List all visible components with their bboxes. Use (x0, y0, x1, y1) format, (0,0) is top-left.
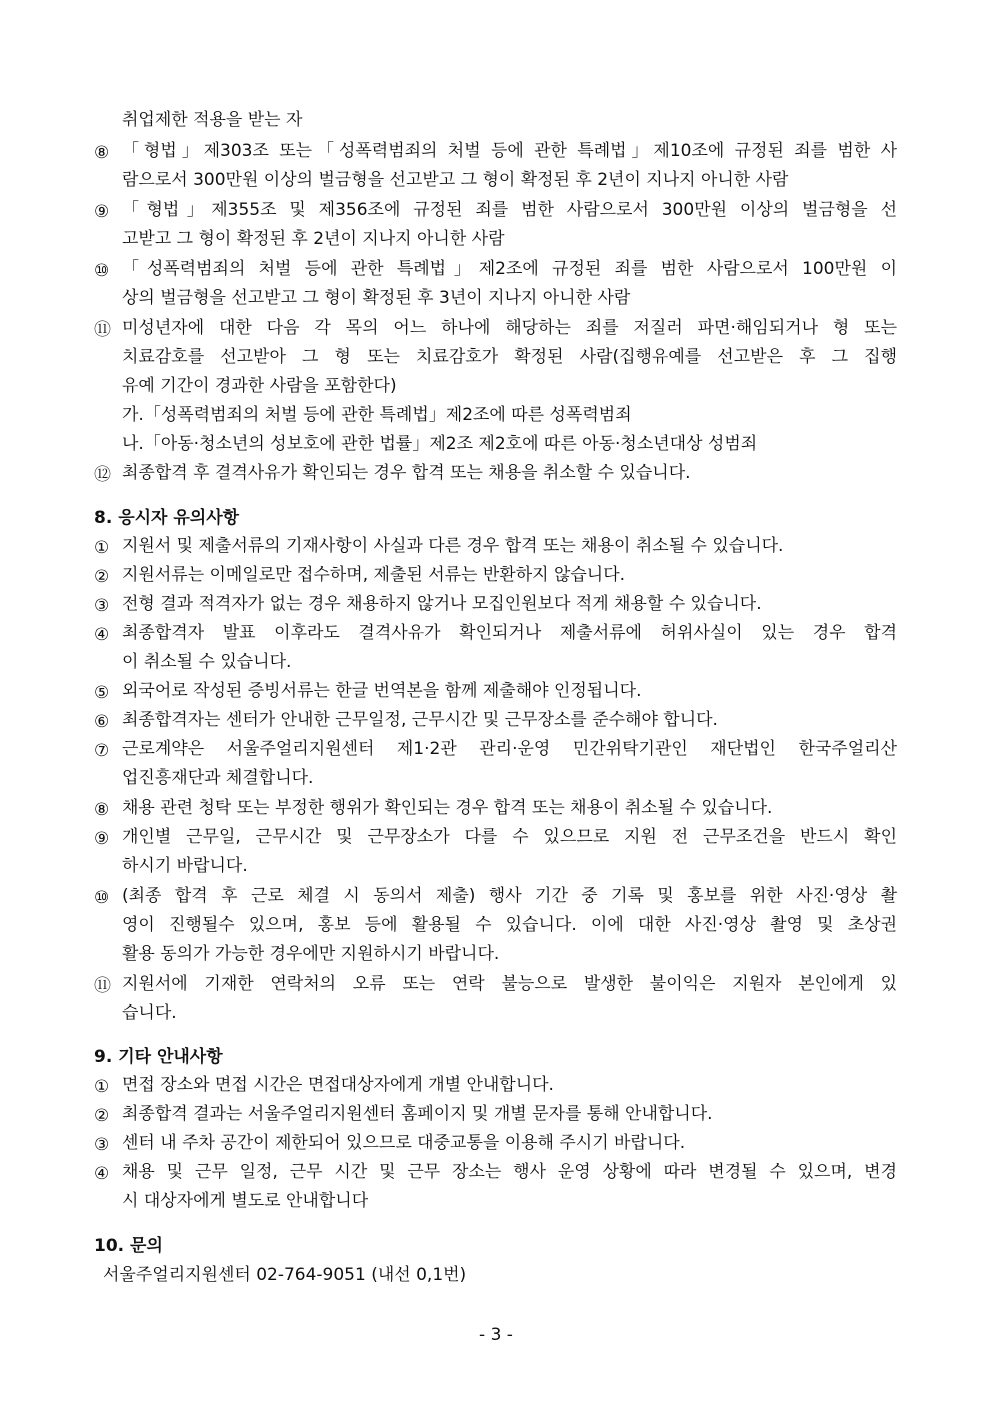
item-line: 센터 내 주차 공간이 제한되어 있으므로 대중교통을 이용해 주시기 바랍니다. (122, 1133, 686, 1153)
item-number: ⑧ (94, 143, 110, 163)
item-line: 채용 및 근무 일정, 근무 시간 및 근무 장소는 행사 운영 상황에 따라 변경될 수 있으며, 변경 (122, 1162, 897, 1182)
item-line: 시 대상자에게 별도로 안내합니다 (122, 1191, 369, 1211)
item-number: ⑪ (94, 320, 111, 340)
sub-item-na: 나.「아동·청소년의 성보호에 관한 법률」제2조 제2호에 따른 아동·청소년대상 성범죄 (122, 434, 758, 454)
item-line: (최종 합격 후 근로 체결 시 동의서 제출) 행사 기간 중 기록 및 홍보를 위한 사진·영상 촬 (122, 886, 897, 906)
item-line: 하시기 바랍니다. (122, 856, 248, 876)
item-line: 최종합격 후 결격사유가 확인되는 경우 합격 또는 채용을 취소할 수 있습니다. (122, 463, 691, 483)
item-number: ③ (94, 1135, 110, 1155)
item-line: 전형 결과 적격자가 없는 경우 채용하지 않거나 모집인원보다 적게 채용할 수 있습니다. (122, 594, 762, 614)
item-line: 지원서 및 제출서류의 기재사항이 사실과 다른 경우 합격 또는 채용이 취소될 수 있습니다. (122, 536, 784, 556)
item-line: 채용 관련 청탁 또는 부정한 행위가 확인되는 경우 합격 또는 채용이 취소될 수 있습니다. (122, 798, 773, 818)
item-number: ② (94, 567, 110, 587)
item-line: 활용 동의가 가능한 경우에만 지원하시기 바랍니다. (122, 944, 500, 964)
item-number: ⑪ (94, 976, 111, 996)
sub-item-ga: 가.「성폭력범죄의 처벌 등에 관한 특례법」제2조에 따른 성폭력범죄 (122, 405, 632, 425)
item-number: ⑫ (94, 465, 111, 485)
item-line: 업진흥재단과 체결합니다. (122, 768, 314, 788)
item-line: 유예 기간이 경과한 사람을 포함한다) (122, 376, 397, 396)
item-number: ④ (94, 1164, 110, 1184)
item-line: 「성폭력범죄의 처벌 등에 관한 특례법」제2조에 규정된 죄를 범한 사람으로서 100만원 이 (122, 259, 897, 279)
item-line: 치료감호를 선고받아 그 형 또는 치료감호가 확정된 사람(집행유예를 선고받은 후 그 집행 (122, 347, 897, 367)
item-number: ⑧ (94, 800, 110, 820)
item-line: 상의 벌금형을 선고받고 그 형이 확정된 후 3년이 지나지 아니한 사람 (122, 288, 631, 308)
item-line: 미성년자에 대한 다음 각 목의 어느 하나에 해당하는 죄를 저질러 파면·해임되거나 형 또는 (122, 318, 897, 338)
item-line: 지원서에 기재한 연락처의 오류 또는 연락 불능으로 발생한 불이익은 지원자 본인에게 있 (122, 974, 897, 994)
item-number: ⑤ (94, 683, 110, 703)
item-line: 지원서류는 이메일로만 접수하며, 제출된 서류는 반환하지 않습니다. (122, 565, 626, 585)
item-number: ⑨ (94, 202, 110, 222)
item-line: 최종합격자는 센터가 안내한 근무일정, 근무시간 및 근무장소를 준수해야 합니다. (122, 710, 718, 730)
continuation-text: 취업제한 적용을 받는 자 (122, 110, 303, 130)
section-8-heading: 8. 응시자 유의사항 (94, 508, 240, 528)
item-line: 고받고 그 형이 확정된 후 2년이 지나지 아니한 사람 (122, 229, 505, 249)
item-line: 면접 장소와 면접 시간은 면접대상자에게 개별 안내합니다. (122, 1075, 554, 1095)
section-10-heading: 10. 문의 (94, 1236, 163, 1256)
item-number: ⑩ (94, 888, 110, 908)
contact-info: 서울주얼리지원센터 02-764-9051 (내선 0,1번) (103, 1265, 467, 1285)
item-number: ① (94, 1077, 110, 1097)
item-line: 최종합격자 발표 이후라도 결격사유가 확인되거나 제출서류에 허위사실이 있는 경우 합격 (122, 623, 897, 643)
item-line: 「형법」제303조 또는「성폭력범죄의 처벌 등에 관한 특례법」제10조에 규정된 죄를 범한 사 (122, 141, 897, 161)
item-line: 습니다. (122, 1003, 177, 1023)
item-line: 「형법」제355조 및 제356조에 규정된 죄를 범한 사람으로서 300만원 이상의 벌금형을 선 (122, 200, 897, 220)
item-number: ② (94, 1106, 110, 1126)
item-line: 외국어로 작성된 증빙서류는 한글 번역본을 함께 제출해야 인정됩니다. (122, 681, 642, 701)
section-9-heading: 9. 기타 안내사항 (94, 1047, 223, 1067)
item-number: ⑥ (94, 712, 110, 732)
item-number: ⑩ (94, 261, 110, 281)
item-line: 영이 진행될수 있으며, 홍보 등에 활용될 수 있습니다. 이에 대한 사진·영상 촬영 및 초상권 (122, 915, 897, 935)
item-line: 람으로서 300만원 이상의 벌금형을 선고받고 그 형이 확정된 후 2년이 지나지 아니한 사람 (122, 170, 789, 190)
page-number: - 3 - (479, 1325, 513, 1345)
item-number: ③ (94, 596, 110, 616)
item-number: ④ (94, 625, 110, 645)
item-number: ⑨ (94, 829, 110, 849)
item-line: 개인별 근무일, 근무시간 및 근무장소가 다를 수 있으므로 지원 전 근무조건을 반드시 확인 (122, 827, 897, 847)
item-line: 최종합격 결과는 서울주얼리지원센터 홈페이지 및 개별 문자를 통해 안내합니다. (122, 1104, 713, 1124)
item-number: ① (94, 538, 110, 558)
item-line: 이 취소될 수 있습니다. (122, 652, 292, 672)
item-number: ⑦ (94, 741, 110, 761)
item-line: 근로계약은 서울주얼리지원센터 제1·2관 관리·운영 민간위탁기관인 재단법인 한국주얼리산 (122, 739, 897, 759)
